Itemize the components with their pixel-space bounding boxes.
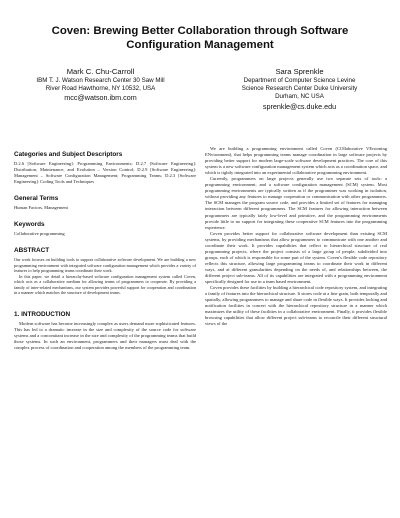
author-block-1	[8, 67, 193, 103]
author-affiliation: Department of Computer Science Levine	[243, 77, 356, 84]
body-paragraph: Coven provides better support for collaborative software development than existing SCM systems, by providing mechanisms that allow programmers to communicate with one another and coordinate their work. It provides capabilities that reflect to hierarchical structure of real programming projects, where the project consists of a large group of people, subdivided into groups, each of which is responsible for some part of the system. Coven's flexible code repository reflects this structure, allowing large programming teams to coordinate their work in different ways, and at different granularities depending on the needs of, and relationships between, the different project sub-teams. All of its capabilities are integrated with a programming environment specifically designed for use in a team based environment.	[205, 230, 387, 285]
author-block-2	[207, 67, 392, 112]
body-paragraph: We are building a programming environment called Coven (COllaborative VErsioning ENvironment), that helps programming teams manage coordination in large software projects by providing better support for modern large-scale software development practices. The core of this system is a new software configuration management system which acts as a coordination space, and which is tightly integrated into an experimental collaborative programming environment.	[205, 146, 387, 176]
author-name: Sara Sprenkle	[275, 67, 324, 76]
categories-text: D.2.6 [Software Engineering]: Programming Environments; D.2.7 [Software Engineering]: Distribution, Maintenance, and Evolution – Version Control; D.2.9 [Software Engineering]: Management – Software Configuration Management; Programming Teams; D.2.3 [Software Engineering]: Coding Tools and Techniques	[14, 161, 196, 185]
abstract-heading: ABSTRACT	[14, 247, 50, 255]
introduction-heading: 1. INTRODUCTION	[14, 310, 71, 318]
general-terms-heading: General Terms	[14, 195, 59, 203]
title-line-1: Coven: Brewing Better Collaboration through Software	[51, 25, 349, 37]
author-affiliation: Durham, NC USA	[275, 93, 324, 101]
abstract-body	[14, 257, 196, 296]
left-column	[14, 150, 196, 351]
author-email: mcc@watson.ibm.com	[64, 93, 137, 103]
author-email: sprenkle@cs.duke.edu	[262, 101, 337, 111]
paper-title	[14, 24, 386, 52]
keywords-text: Collaborative programming	[14, 231, 65, 237]
right-column-body	[205, 146, 387, 327]
title-line-2: Configuration Management	[126, 39, 274, 51]
right-column	[205, 146, 387, 327]
introduction-paragraph: Modern software has become increasingly complex as users demand more sophisticated features. This has led to a dramatic increase in the size and complexity of the source code for software systems and a concomitant increase in the size and complexity of the programming teams that build those systems. In such an environment, programmers and their managers must deal with the complex process of coordination and cooperation among the members of the programming team.	[14, 320, 196, 350]
author-name: Mark C. Chu-Carroll	[66, 67, 135, 76]
author-affiliation: River Road Hawthorne, NY 10532, USA	[45, 85, 156, 93]
author-affiliation: Science Research Center Duke University	[241, 85, 358, 93]
abstract-paragraph: Our work focuses on building tools to support collaborative software development. We are building a new programming environment with integrated software configuration management which provides a variety of features to help programming teams coordinate their work.	[14, 257, 196, 274]
introduction-body	[14, 321, 196, 351]
keywords-heading: Keywords	[14, 221, 45, 229]
categories-heading: Categories and Subject Descriptors	[14, 151, 123, 158]
abstract-paragraph: In this paper, we detail a hierarchy-based software configuration management system called Coven, which acts as a collaborative medium for allowing teams of programmers to cooperate. By providing a family of inter-related mechanisms, our system provides powerful support for cooperation and coordination in a manner which matches the structure of development teams.	[14, 273, 196, 296]
general-terms-text: Human Factors, Management	[14, 205, 68, 211]
author-affiliation: IBM T. J. Watson Research Center 30 Saw Mill	[36, 77, 165, 84]
body-paragraph: Coven provides these facilities by building a hierarchical code repository system, and integrating a family of features into the hierarchical structure. It stores code at a fine grain, both temporally and spatially, allowing programmers to manage and share code in flexible ways. It provides locking and notification facilities in concert with the hierarchical repository structure in a manner which maximizes the utility of these facilities in a collaborative environment. Finally, it provides flexible browsing capabilities that allow different project sub-teams to reconcile their different structural views of the	[205, 285, 387, 327]
body-paragraph: Currently, programmers on large projects generally use two separate sets of tools: a programming environment, and a software configuration management (SCM) system. Most programming environments are typically written as if the programmer was working in isolation, without providing any features to manage cooperation or communication with other programmers. The SCM manages the program source code, and provides a limited set of features for managing interaction between different programmers. The SCM features for allowing interaction between programmers are typically fairly low-level and primitive, and the programming environments provide little to no support for integrating these cooperative SCM features into the programming experience.	[205, 176, 387, 230]
